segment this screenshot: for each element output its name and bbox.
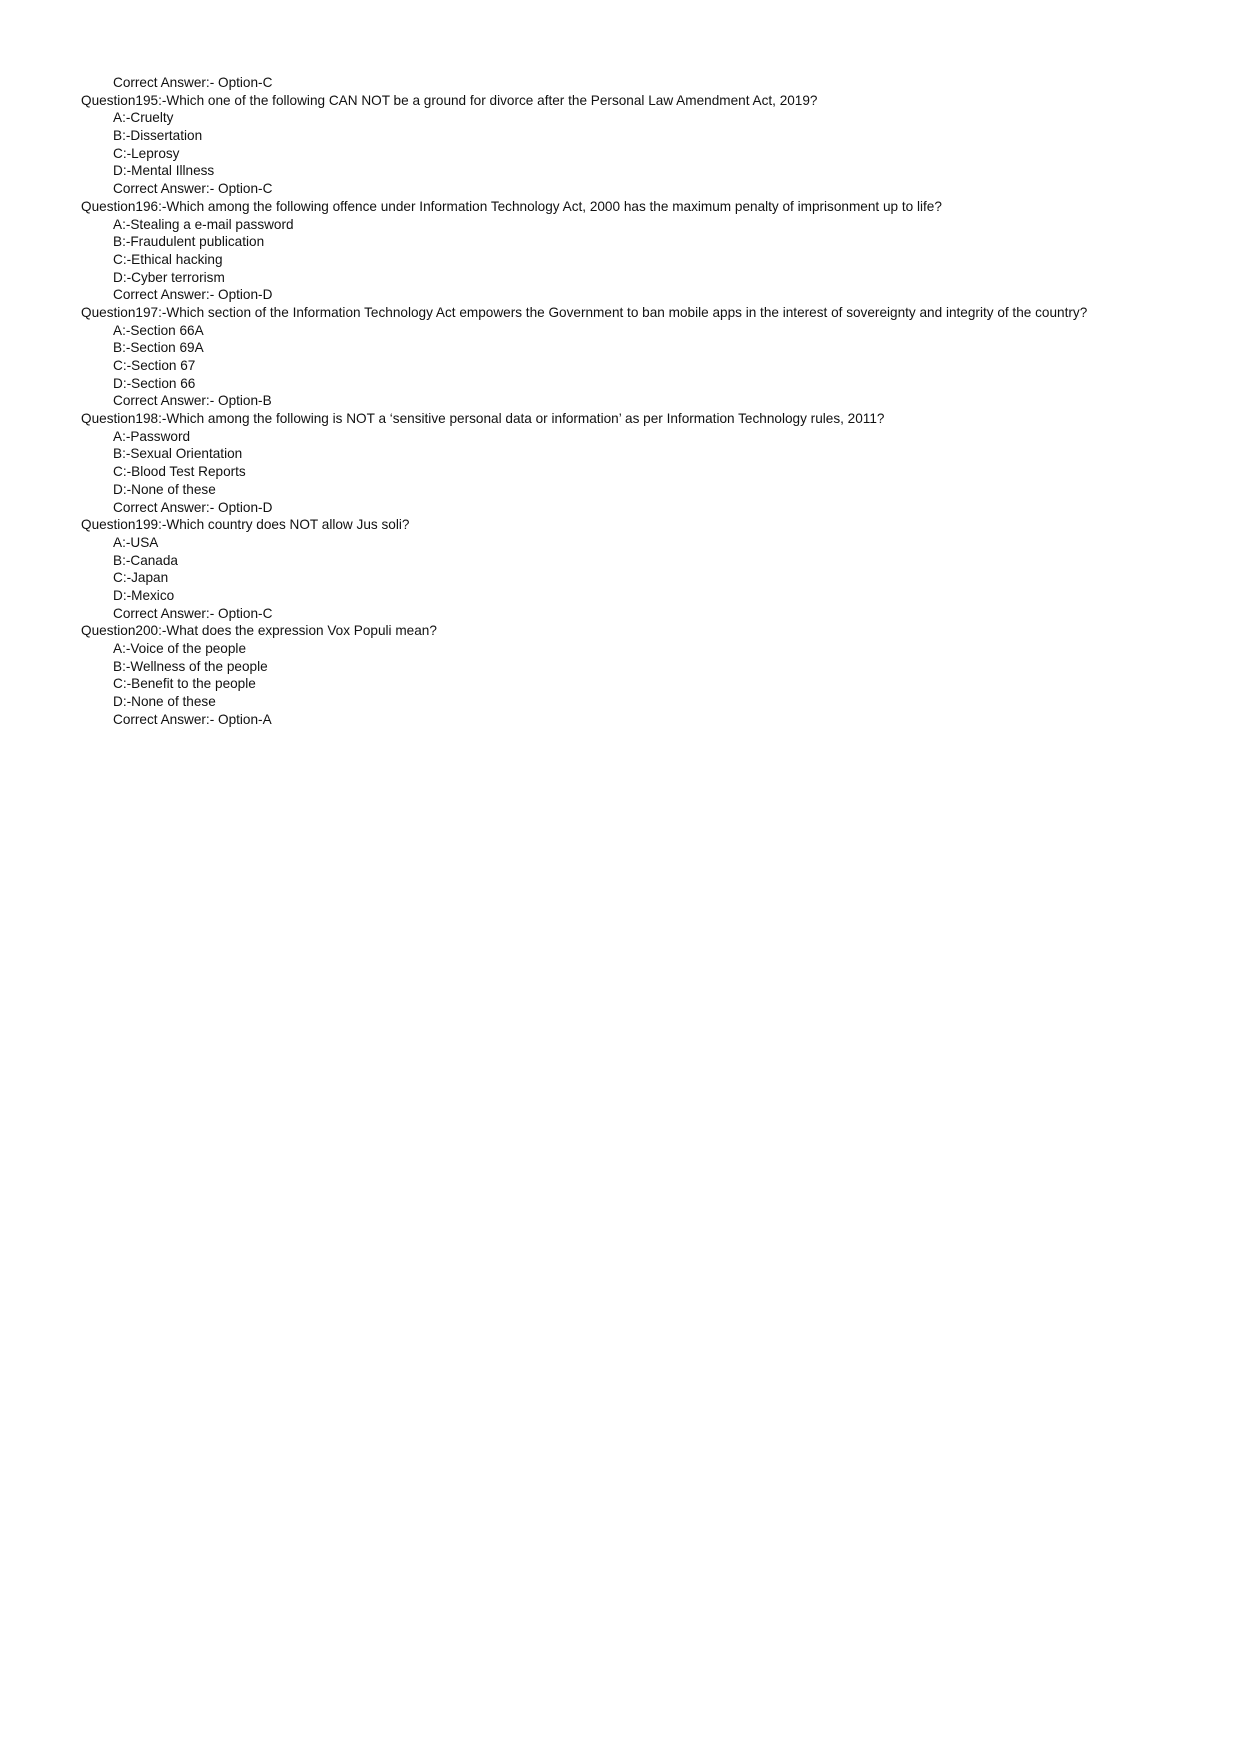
correct-answer: Correct Answer:- Option-C	[113, 181, 273, 197]
option-d: D:-None of these	[113, 481, 216, 497]
question-block	[81, 92, 1181, 198]
question-list	[81, 74, 1181, 728]
question-text: Question196:-Which among the following offence under Information Technology Act, 2000 has the maximum penalty of imprisonment up to life?	[81, 198, 942, 214]
option-d: D:-Mental Illness	[113, 163, 215, 179]
option-b: B:-Fraudulent publication	[113, 234, 265, 250]
option-b: B:-Canada	[113, 552, 178, 568]
option-d: D:-None of these	[113, 694, 216, 710]
correct-answer: Correct Answer:- Option-D	[113, 499, 273, 515]
question-block	[81, 622, 1181, 728]
question-text: Question198:-Which among the following is NOT a ‘sensitive personal data or information’ as per Information Technology rules, 2011?	[81, 411, 885, 427]
option-c: C:-Leprosy	[113, 145, 180, 161]
option-a: A:-Section 66A	[113, 322, 204, 338]
option-c: C:-Blood Test Reports	[113, 464, 246, 480]
option-a: A:-Password	[113, 428, 191, 444]
question-block	[81, 516, 1181, 622]
previous-correct-answer: Correct Answer:- Option-C	[113, 75, 273, 90]
option-b: B:-Sexual Orientation	[113, 446, 243, 462]
option-a: A:-Cruelty	[113, 110, 174, 126]
correct-answer: Correct Answer:- Option-C	[113, 605, 273, 621]
option-d: D:-Section 66	[113, 375, 196, 391]
correct-answer: Correct Answer:- Option-D	[113, 287, 273, 303]
question-block	[81, 304, 1181, 410]
question-block	[81, 410, 1181, 516]
option-d: D:-Cyber terrorism	[113, 269, 225, 285]
option-c: C:-Section 67	[113, 358, 196, 373]
option-c: C:-Benefit to the people	[113, 676, 256, 692]
option-b: B:-Wellness of the people	[113, 658, 268, 674]
option-b: B:-Section 69A	[113, 340, 204, 356]
option-d: D:-Mexico	[113, 587, 175, 603]
option-b: B:-Dissertation	[113, 128, 203, 144]
option-c: C:-Japan	[113, 570, 169, 586]
option-a: A:-USA	[113, 534, 159, 550]
correct-answer: Correct Answer:- Option-A	[113, 711, 272, 727]
question-text: Question195:-Which one of the following CAN NOT be a ground for divorce after the Personal Law Amendment Act, 2019?	[81, 92, 818, 108]
correct-answer: Correct Answer:- Option-B	[113, 393, 272, 409]
question-block	[81, 198, 1181, 304]
question-text: Question199:-Which country does NOT allow Jus soli?	[81, 517, 410, 533]
option-a: A:-Stealing a e-mail password	[113, 216, 294, 232]
question-text: Question200:-What does the expression Vox Populi mean?	[81, 623, 437, 639]
option-c: C:-Ethical hacking	[113, 251, 223, 267]
question-text: Question197:-Which section of the Information Technology Act empowers the Government to ban mobile apps in the interest of sovereignty and integrity of the country?	[81, 304, 1088, 320]
option-a: A:-Voice of the people	[113, 641, 247, 656]
